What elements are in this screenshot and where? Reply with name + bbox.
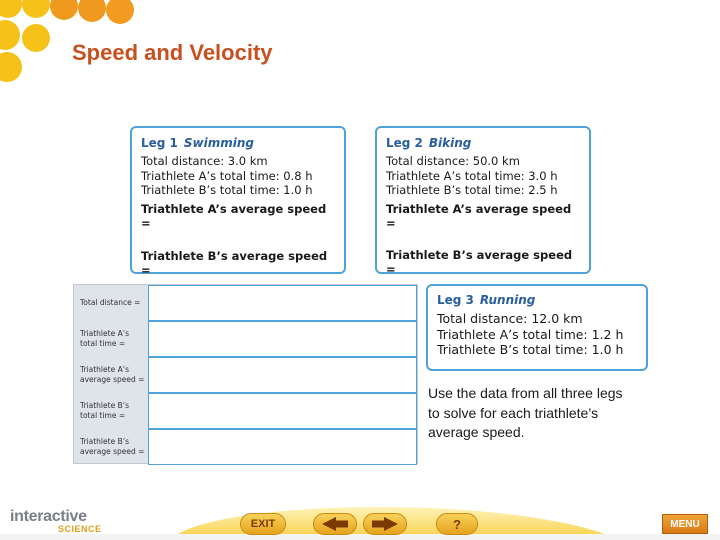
leg1-label: Leg 1 bbox=[141, 136, 178, 150]
decor-circle-2 bbox=[22, 0, 50, 18]
forward-button[interactable] bbox=[363, 513, 407, 535]
worksheet-label-line1: Total distance = bbox=[80, 298, 141, 307]
leg3-distance: Total distance: 12.0 km bbox=[437, 311, 583, 326]
answer-box-b-average-speed[interactable] bbox=[148, 429, 417, 465]
leg2-question-a: Triathlete A’s average speed = bbox=[386, 201, 572, 230]
worksheet-row bbox=[74, 429, 417, 465]
leg2-name: Biking bbox=[428, 136, 472, 150]
decor-circle-3 bbox=[50, 0, 78, 20]
worksheet-row bbox=[74, 285, 417, 321]
leg2-header bbox=[386, 136, 580, 150]
leg3-label: Leg 3 bbox=[437, 293, 474, 307]
decor-circle-8 bbox=[0, 52, 22, 82]
arrow-left-icon bbox=[322, 517, 348, 531]
menu-button[interactable] bbox=[662, 514, 708, 534]
worksheet-label bbox=[80, 321, 148, 357]
answer-worksheet bbox=[73, 284, 418, 464]
leg2-time-a: Triathlete A’s total time: 3.0 h bbox=[386, 168, 558, 183]
brand-logo-top: interactive bbox=[10, 508, 87, 525]
leg1-distance: Total distance: 3.0 km bbox=[141, 154, 268, 168]
worksheet-label-line1: Triathlete B’s bbox=[80, 401, 130, 410]
leg2-question-b: Triathlete B’s average speed = bbox=[386, 247, 573, 276]
help-button-label: ? bbox=[453, 516, 461, 532]
answer-box-a-total-time[interactable] bbox=[148, 321, 417, 357]
leg2-label: Leg 2 bbox=[386, 136, 423, 150]
worksheet-label-line2: average speed = bbox=[80, 447, 145, 456]
worksheet-label-line1: Triathlete A’s bbox=[80, 329, 129, 338]
leg3-card bbox=[426, 284, 648, 371]
worksheet-label bbox=[80, 285, 148, 321]
exit-button-label: EXIT bbox=[250, 518, 276, 530]
leg1-time-a: Triathlete A’s total time: 0.8 h bbox=[141, 168, 313, 183]
decor-circle-6 bbox=[0, 20, 20, 50]
decor-circle-4 bbox=[78, 0, 106, 22]
leg1-question-b: Triathlete B’s average speed = bbox=[141, 248, 328, 277]
leg3-time-a: Triathlete A’s total time: 1.2 h bbox=[437, 326, 624, 342]
worksheet-row bbox=[74, 357, 417, 393]
answer-box-b-total-time[interactable] bbox=[148, 393, 417, 429]
leg3-header bbox=[437, 293, 637, 307]
brand-logo bbox=[10, 509, 102, 534]
help-button[interactable] bbox=[436, 513, 478, 535]
leg1-header bbox=[141, 136, 335, 150]
leg1-time-b: Triathlete B’s total time: 1.0 h bbox=[141, 183, 313, 197]
worksheet-label bbox=[80, 393, 148, 429]
worksheet-row bbox=[74, 393, 417, 429]
worksheet-label-line2: average speed = bbox=[80, 375, 145, 384]
menu-button-label: MENU bbox=[670, 518, 700, 530]
slide-title: Speed and Velocity bbox=[72, 40, 273, 65]
decor-circle-5 bbox=[106, 0, 134, 24]
leg1-card bbox=[130, 126, 346, 277]
answer-box-a-average-speed[interactable] bbox=[148, 357, 417, 393]
worksheet-label bbox=[80, 429, 148, 465]
exit-button[interactable] bbox=[240, 513, 286, 535]
decor-circle-7 bbox=[22, 24, 50, 52]
leg3-time-b: Triathlete B’s total time: 1.0 h bbox=[437, 342, 624, 357]
worksheet-label-line1: Triathlete B’s bbox=[80, 437, 130, 446]
worksheet-row bbox=[74, 321, 417, 357]
brand-logo-bottom: SCIENCE bbox=[58, 524, 102, 534]
leg2-card bbox=[375, 126, 591, 274]
instructions-text: Use the data from all three legs to solve for each triathlete’s average speed. bbox=[428, 385, 623, 440]
answer-box-total-distance[interactable] bbox=[148, 285, 417, 321]
worksheet-label-line1: Triathlete A’s bbox=[80, 365, 129, 374]
worksheet-label bbox=[80, 357, 148, 393]
decor-circle-1 bbox=[0, 0, 22, 18]
footer-bar bbox=[0, 496, 720, 540]
leg3-name: Running bbox=[479, 293, 536, 307]
leg2-time-b: Triathlete B’s total time: 2.5 h bbox=[386, 183, 558, 197]
leg2-distance: Total distance: 50.0 km bbox=[386, 154, 520, 168]
back-button[interactable] bbox=[313, 513, 357, 535]
worksheet-label-line2: total time = bbox=[80, 411, 126, 420]
leg1-name: Swimming bbox=[183, 136, 255, 150]
worksheet-label-line2: total time = bbox=[80, 339, 126, 348]
leg1-question-a: Triathlete A’s average speed = bbox=[141, 201, 327, 230]
arrow-right-icon bbox=[372, 517, 398, 531]
